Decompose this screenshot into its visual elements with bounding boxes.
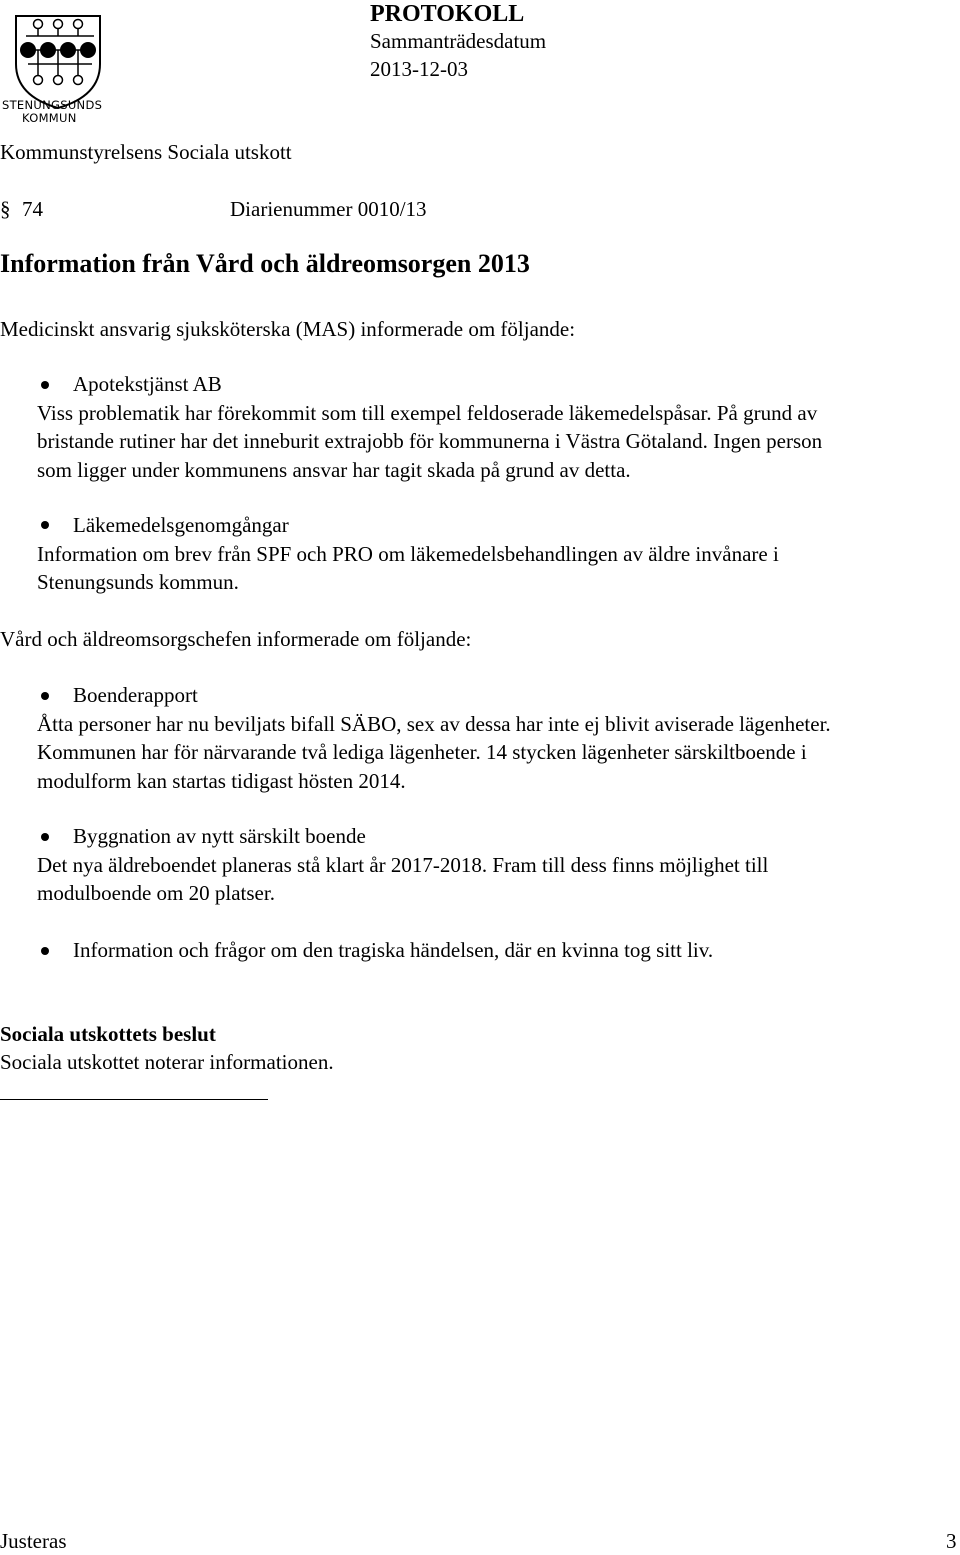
footer-justeras: Justeras	[0, 1529, 67, 1553]
diary-number: Diarienummer 0010/13	[230, 197, 427, 221]
list-item-line: modulform kan startas tidigast hösten 2014.	[37, 768, 406, 793]
list-item-title: Byggnation av nytt särskilt boende	[73, 824, 366, 848]
logo-text-line1: STENUNGSUNDS	[2, 98, 103, 112]
list-item-title: Apotekstjänst AB	[73, 372, 222, 396]
list-item	[37, 370, 952, 484]
section-symbol: §	[0, 197, 11, 221]
list-item-title: Boenderapport	[73, 683, 198, 707]
logo-text-line2: KOMMUN	[22, 111, 77, 125]
list-item-line: Kommunen har för närvarande två lediga lägenheter. 14 stycken lägenheter särskiltboende i	[37, 740, 807, 764]
list-item	[37, 936, 952, 965]
list-item-line: Det nya äldreboendet planeras stå klart år 2017-2018. Fram till dess finns möjlighet till	[37, 852, 769, 877]
list-item-title: Läkemedelsgenomgångar	[73, 513, 289, 537]
document-type: PROTOKOLL	[370, 1, 525, 27]
page-number: 3	[946, 1529, 957, 1553]
list-item-line: Åtta personer har nu beviljats bifall SÄBO, sex av dessa har inte ej blivit aviserade lägenheter.	[37, 711, 831, 736]
meeting-date-label: Sammanträdesdatum	[370, 29, 547, 53]
section-number: 74	[22, 197, 43, 221]
list-item-line: Information om brev från SPF och PRO om läkemedelsbehandlingen av äldre invånare i	[37, 541, 779, 566]
section-heading: Information från Vård och äldreomsorgen 2013	[0, 249, 530, 278]
list-item-title: Information och frågor om den tragiska händelsen, där en kvinna tog sitt liv.	[73, 938, 714, 962]
list-item-line: Stenungsunds kommun.	[37, 570, 239, 594]
list-item	[37, 822, 952, 908]
chief-intro: Vård och äldreomsorgschefen informerade om följande:	[0, 627, 472, 651]
mas-intro: Medicinskt ansvarig sjuksköterska (MAS) informerade om följande:	[0, 317, 576, 341]
decision-title: Sociala utskottets beslut	[0, 1022, 216, 1046]
committee-name: Kommunstyrelsens Sociala utskott	[0, 140, 292, 164]
signature-line	[0, 1099, 268, 1100]
list-item-line: Viss problematik har förekommit som till exempel feldoserade läkemedelspåsar. På grund av	[37, 400, 818, 425]
list-item	[37, 681, 952, 795]
list-item-line: som ligger under kommunens ansvar har tagit skada på grund av detta.	[37, 457, 631, 482]
list-item-line: bristande rutiner har det inneburit extrajobb för kommunerna i Västra Götaland. Ingen person	[37, 429, 823, 453]
list-item	[37, 511, 952, 597]
decision-text: Sociala utskottet noterar informationen.	[0, 1050, 334, 1074]
list-item-line: modulboende om 20 platser.	[37, 881, 275, 905]
meeting-date: 2013-12-03	[370, 57, 468, 81]
